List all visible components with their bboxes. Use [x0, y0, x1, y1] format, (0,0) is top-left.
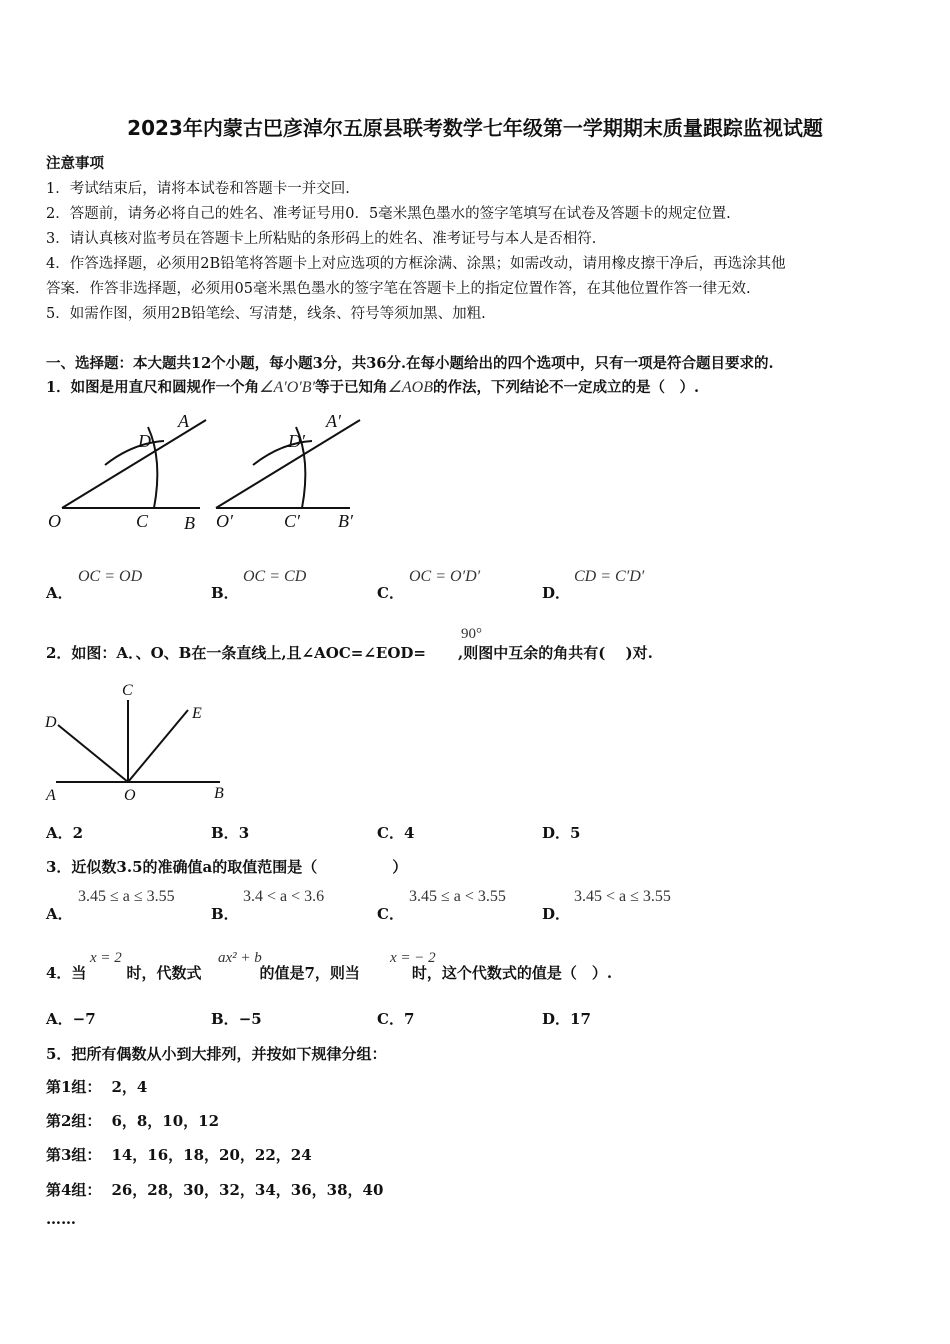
q2-option-a: A．2: [46, 824, 84, 842]
fig1-label-D: D: [138, 431, 151, 451]
notice-line: 1．考试结束后，请将本试卷和答题卡一并交回.: [46, 181, 350, 197]
question-5-stem: 5．把所有偶数从小到大排列，并按如下规律分组：: [46, 1045, 387, 1063]
q1-option-b: OC = CD: [243, 568, 307, 585]
q3-option-b: 3.4 < a < 3.6: [243, 888, 325, 905]
q3-option-b-letter: B．: [211, 905, 239, 923]
q3-option-a: 3.45 ≤ a ≤ 3.55: [78, 888, 175, 905]
question-4-stem: 4．当 时，代数式 的值是7，则当 时，这个代数式的值是（ ）.: [46, 964, 613, 982]
section-heading: 一、选择题：本大题共12个小题，每小题3分，共36分.在每小题给出的四个选项中，只有一项是符合题目要求的.: [46, 355, 774, 372]
group-row: 第3组： 14，16，18，20，22，24: [46, 1146, 312, 1164]
ellipsis: ……: [46, 1210, 76, 1228]
q2-angle-value: 90°: [461, 626, 482, 642]
question-1-stem: 1．如图是用直尺和圆规作一个角∠A′O′B′等于已知角∠AOB的作法，下列结论不一定成立的是（ ）.: [46, 379, 700, 396]
notice-heading: 注意事项: [46, 155, 104, 172]
group-row: 第2组： 6，8，10，12: [46, 1112, 220, 1130]
fig2-label-O: O′: [216, 511, 233, 531]
q1-option-c: OC = O′D′: [409, 568, 481, 585]
q4-math-x1: x = 2: [90, 950, 122, 966]
q1-option-a: OC = OD: [78, 568, 143, 585]
q1-option-c-letter: C．: [377, 584, 404, 602]
q4-math-x2: x = − 2: [390, 950, 436, 966]
notice-line: 3．请认真核对监考员在答题卡上所粘贴的条形码上的姓名、准考证号与本人是否相符.: [46, 231, 597, 247]
question-2-stem: 2．如图：A．、O、B在一条直线上,且∠AOC=∠EOD= ,则图中互余的角共有( )对.: [46, 644, 653, 662]
fig1-label-A: A: [178, 411, 189, 431]
notice-line: 4．作答选择题，必须用2B铅笔将答题卡上对应选项的方框涂满、涂黑；如需改动，请用橡皮擦干净后，再选涂其他: [46, 256, 786, 272]
fig-label-D: D: [45, 714, 57, 731]
q1-option-a-letter: A．: [46, 584, 73, 602]
notice-line: 2．答题前，请务必将自己的姓名、准考证号用0．5毫米黑色墨水的签字笔填写在试卷及答题卡的规定位置.: [46, 206, 731, 222]
q3-option-c: 3.45 ≤ a < 3.55: [409, 888, 506, 905]
fig2-label-B: B′: [338, 511, 353, 531]
q1-option-d: CD = C′D′: [574, 568, 645, 585]
q4-option-d: D．17: [542, 1010, 591, 1028]
fig-label-E: E: [192, 705, 202, 722]
q1-option-b-letter: B．: [211, 584, 239, 602]
notice-line: 5．如需作图，须用2B铅笔绘、写清楚，线条、符号等须加黑、加粗.: [46, 306, 486, 322]
question-3-stem: 3．近似数3.5的准确值a的取值范围是（ ）: [46, 858, 408, 876]
q2-option-c: C．4: [377, 824, 415, 842]
group-row: 第1组： 2，4: [46, 1078, 148, 1096]
notice-line: 答案．作答非选择题，必须用05毫米黑色墨水的签字笔在答题卡上的指定位置作答，在其他位置作答一律无效.: [46, 281, 751, 297]
q3-option-d: 3.45 < a ≤ 3.55: [574, 888, 671, 905]
fig2-label-A: A′: [326, 411, 341, 431]
page-title: 2023年内蒙古巴彦淖尔五原县联考数学七年级第一学期期末质量跟踪监视试题: [127, 116, 823, 140]
fig1-label-C: C: [136, 511, 149, 531]
q4-option-a: A．−7: [46, 1010, 96, 1028]
fig2-label-C: C′: [284, 511, 300, 531]
fig-label-O: O: [124, 787, 136, 804]
q1-option-d-letter: D．: [542, 584, 571, 602]
fig-label-C: C: [122, 682, 133, 699]
question-2-figure: [40, 680, 240, 805]
q2-option-d: D．5: [542, 824, 581, 842]
fig2-label-D: D′: [288, 431, 305, 451]
question-1-figure: [40, 405, 380, 540]
q4-option-b: B．−5: [211, 1010, 262, 1028]
q3-option-d-letter: D．: [542, 905, 571, 923]
q4-option-c: C．7: [377, 1010, 415, 1028]
fig1-label-B: B: [184, 513, 195, 533]
q2-option-b: B．3: [211, 824, 250, 842]
q4-math-expression: ax² + b: [218, 950, 262, 966]
fig-label-B: B: [214, 785, 224, 802]
q3-option-a-letter: A．: [46, 905, 73, 923]
fig1-label-O: O: [48, 511, 61, 531]
group-row: 第4组： 26，28，30，32，34，36，38，40: [46, 1181, 384, 1199]
fig-label-A: A: [46, 787, 56, 804]
q3-option-c-letter: C．: [377, 905, 404, 923]
